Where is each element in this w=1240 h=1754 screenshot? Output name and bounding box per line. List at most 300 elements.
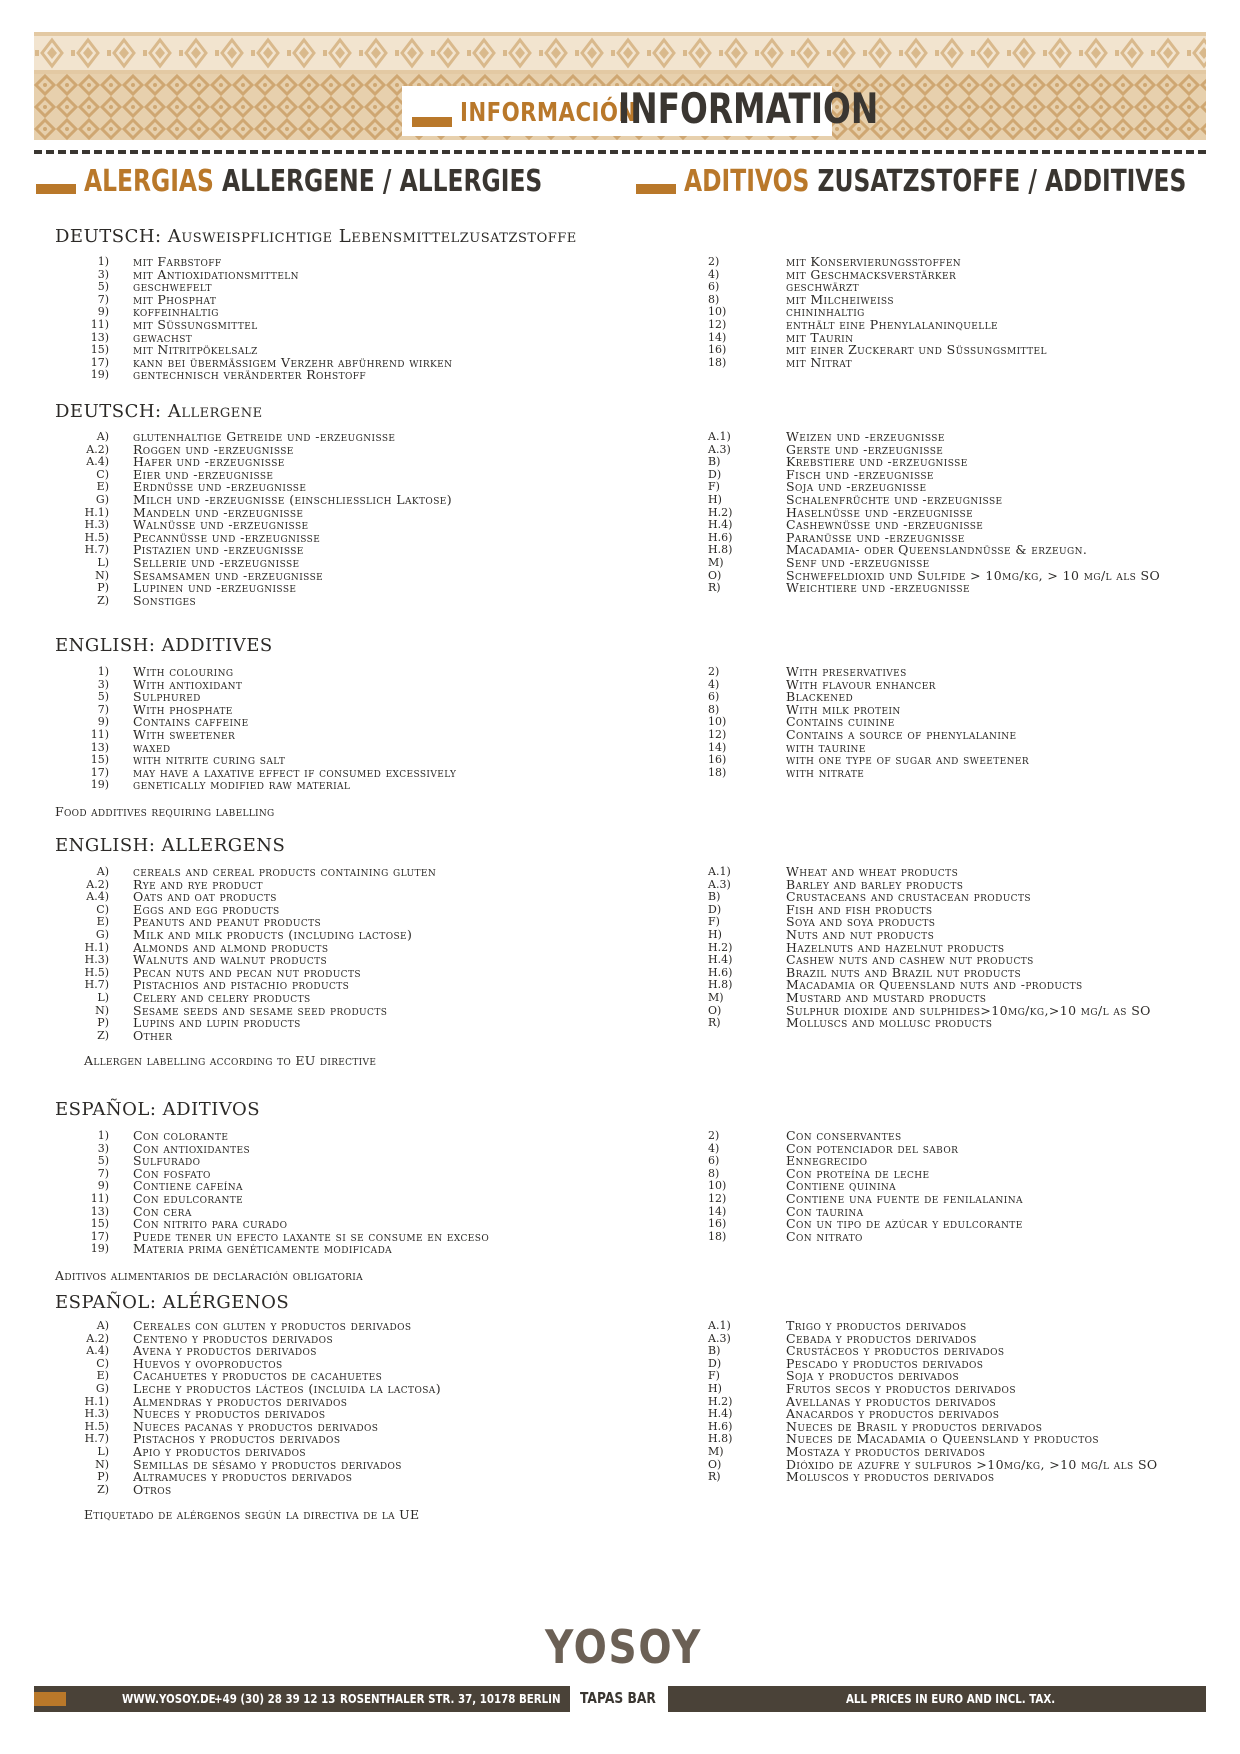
item-label: gewachst bbox=[133, 329, 193, 345]
item-code: H.3) bbox=[84, 518, 109, 532]
item-label: Contains a source of phenylalanine bbox=[786, 726, 1017, 742]
additives-heading-accent: ADITIVOS bbox=[684, 164, 810, 199]
item-label: Moluscos y productos derivados bbox=[786, 1469, 995, 1485]
item-code: 12) bbox=[708, 1191, 727, 1205]
item-label: Contains caffeine bbox=[133, 714, 249, 730]
item-label: Cereales con gluten y productos derivados bbox=[133, 1318, 412, 1333]
item-code: 9) bbox=[97, 305, 109, 319]
item-code: P) bbox=[97, 581, 109, 595]
item-code: 16) bbox=[708, 343, 727, 357]
item-label: With milk protein bbox=[786, 701, 901, 717]
item-label: Centeno y productos derivados bbox=[133, 1330, 334, 1346]
item-label: Con conservantes bbox=[786, 1128, 902, 1143]
item-label: Con potenciador del sabor bbox=[786, 1140, 959, 1156]
item-label: Anacardos y productos derivados bbox=[786, 1406, 1000, 1422]
item-label: Molluscs and mollusc products bbox=[786, 1015, 993, 1031]
item-label: Con fosfato bbox=[133, 1165, 211, 1181]
item-label: mit Taurin bbox=[786, 329, 854, 345]
item-code: E) bbox=[96, 480, 109, 494]
item-label: waxed bbox=[133, 739, 171, 755]
footer-tapas-plate bbox=[570, 1679, 668, 1719]
allergies-heading-accent: ALERGIAS bbox=[84, 164, 214, 199]
item-code: H.4) bbox=[708, 953, 733, 967]
item-label: Con edulcorante bbox=[133, 1190, 244, 1206]
item-label: Other bbox=[133, 1027, 173, 1043]
item-label: mit Phosphat bbox=[133, 291, 217, 307]
item-label: gentechnisch veränderter Rohstoff bbox=[133, 367, 367, 383]
item-code: H.2) bbox=[708, 940, 733, 954]
item-code: 16) bbox=[708, 1217, 727, 1231]
item-code: 2) bbox=[708, 1129, 720, 1142]
item-code: H.1) bbox=[84, 1394, 109, 1408]
item-code: A.1) bbox=[708, 430, 731, 443]
item-label: Semillas de sésamo y productos derivados bbox=[133, 1456, 402, 1472]
item-label: Weizen und -erzeugnisse bbox=[786, 429, 945, 444]
footer-tapas-label: TAPAS BAR bbox=[580, 1689, 656, 1707]
item-code: H.8) bbox=[708, 543, 733, 557]
item-label: Con proteína de leche bbox=[786, 1165, 930, 1181]
item-label: cereals and cereal products containing gluten bbox=[133, 864, 437, 879]
item-label: Mostaza y productos derivados bbox=[786, 1443, 986, 1459]
item-label: Huevos y ovoproductos bbox=[133, 1355, 283, 1371]
item-label: Pecannüsse und -erzeugnisse bbox=[133, 529, 321, 545]
item-code: A.1) bbox=[708, 1319, 731, 1332]
item-code: 8) bbox=[708, 1166, 720, 1180]
item-code: H.8) bbox=[708, 978, 733, 992]
en-additives-note: Food additives requiring labelling bbox=[55, 804, 275, 819]
item-code: 19) bbox=[90, 1242, 109, 1256]
item-label: may have a laxative effect if consumed excessively bbox=[133, 764, 457, 780]
en-allergens-note: Allergen labelling according to EU directive bbox=[84, 1053, 377, 1068]
item-label: mit Nitritpökelsalz bbox=[133, 342, 258, 358]
item-label: Fish and fish products bbox=[786, 901, 933, 917]
item-code: H.7) bbox=[84, 978, 109, 992]
item-label: Con un tipo de azúcar y edulcorante bbox=[786, 1216, 1023, 1232]
item-label: With flavour enhancer bbox=[786, 676, 936, 692]
item-code: A) bbox=[96, 865, 109, 878]
item-code: M) bbox=[708, 555, 724, 569]
item-label: Sellerie und -erzeugnisse bbox=[133, 554, 300, 570]
item-code: 1) bbox=[97, 665, 109, 678]
footer-website[interactable]: WWW.YOSOY.DE bbox=[122, 1691, 216, 1706]
item-code: B) bbox=[708, 455, 721, 469]
item-label: Almonds and almond products bbox=[133, 939, 329, 955]
item-code: H.5) bbox=[84, 965, 109, 979]
item-code: 10) bbox=[708, 1179, 727, 1193]
item-code: H.6) bbox=[708, 530, 733, 544]
item-code: M) bbox=[708, 990, 724, 1004]
item-code: L) bbox=[97, 990, 109, 1004]
item-label: kann bei übermässigem Verzehr abführend wirken bbox=[133, 354, 453, 370]
item-label: Pecan nuts and pecan nut products bbox=[133, 964, 361, 980]
item-label: Avena y productos derivados bbox=[133, 1343, 317, 1359]
item-label: Contiene una fuente de fenilalanina bbox=[786, 1190, 1023, 1206]
item-label: Eggs and egg products bbox=[133, 901, 280, 917]
item-code: 7) bbox=[97, 702, 109, 716]
footer-accent-bar bbox=[34, 1692, 66, 1706]
item-label: Cashew nuts and cashew nut products bbox=[786, 952, 1034, 968]
item-label: With sweetener bbox=[133, 726, 236, 742]
item-label: Sulphur dioxide and sulphides>10mg/kg,>10 mg/l as SO bbox=[786, 1002, 1151, 1018]
item-code: E) bbox=[96, 915, 109, 929]
title-accent-bar bbox=[412, 117, 452, 127]
item-label: Krebstiere und -erzeugnisse bbox=[786, 454, 968, 470]
item-code: H) bbox=[708, 1381, 722, 1395]
item-label: genetically modified raw material bbox=[133, 777, 351, 793]
item-code: A) bbox=[96, 1319, 109, 1332]
item-label: Con nitrato bbox=[786, 1228, 863, 1244]
item-label: Milch und -erzeugnisse (einschliesslich Laktose) bbox=[133, 491, 453, 507]
item-code: 18) bbox=[708, 1229, 727, 1243]
es-additives-note: Aditivos alimentarios de declaración obligatoria bbox=[55, 1268, 363, 1283]
item-label: mit Antioxidationsmitteln bbox=[133, 266, 299, 282]
item-code: P) bbox=[97, 1470, 109, 1484]
footer-prices-note: ALL PRICES IN EURO AND INCL. TAX. bbox=[846, 1691, 1056, 1706]
item-code: 3) bbox=[97, 677, 109, 691]
item-label: Oats and oat products bbox=[133, 889, 277, 905]
item-code: 10) bbox=[708, 715, 727, 729]
item-code: 3) bbox=[97, 1141, 109, 1155]
en-additives-title: ENGLISH: ADDITIVES bbox=[55, 635, 273, 656]
item-code: F) bbox=[708, 480, 720, 494]
item-label: Cashewnüsse und -erzeugnisse bbox=[786, 517, 984, 533]
item-code: 2) bbox=[708, 255, 720, 268]
item-label: Schwefeldioxid und Sulfide > 10mg/kg, > 10 mg/l als SO bbox=[786, 567, 1161, 583]
item-code: 9) bbox=[97, 715, 109, 729]
item-label: Ennegrecido bbox=[786, 1153, 868, 1169]
item-code: 15) bbox=[90, 1217, 109, 1231]
item-label: Wheat and wheat products bbox=[786, 864, 959, 879]
item-code: H.4) bbox=[708, 518, 733, 532]
yosoy-logo: YOSOY bbox=[545, 1620, 702, 1674]
item-code: 7) bbox=[97, 292, 109, 306]
item-label: Nueces de Macadamia o Queensland y productos bbox=[786, 1431, 1099, 1447]
item-code: 1) bbox=[97, 255, 109, 268]
item-code: 8) bbox=[708, 702, 720, 716]
item-label: with nitrate bbox=[786, 764, 865, 780]
item-code: A.2) bbox=[86, 442, 109, 456]
item-code: Z) bbox=[97, 593, 109, 607]
es-additives-title: ESPAÑOL: ADITIVOS bbox=[55, 1099, 261, 1120]
item-code: C) bbox=[96, 902, 109, 916]
item-code: 19) bbox=[90, 368, 109, 382]
item-code: O) bbox=[708, 1457, 722, 1471]
item-code: H.7) bbox=[84, 1432, 109, 1446]
item-label: Paranüsse und -erzeugnisse bbox=[786, 529, 965, 545]
item-code: L) bbox=[97, 1444, 109, 1458]
item-code: O) bbox=[708, 568, 722, 582]
item-code: 17) bbox=[90, 355, 109, 369]
item-label: With colouring bbox=[133, 664, 234, 679]
item-label: mit Farbstoff bbox=[133, 254, 222, 269]
item-label: Materia prima genéticamente modificada bbox=[133, 1241, 393, 1257]
page-title-es: INFORMACIÓN bbox=[460, 98, 637, 128]
de-additives-title: DEUTSCH: Ausweispflichtige Lebensmittelzusatzstoffe bbox=[55, 226, 577, 247]
item-label: Macadamia or Queensland nuts and -products bbox=[786, 977, 1083, 993]
item-label: Altramuces y productos derivados bbox=[133, 1469, 353, 1485]
item-label: With phosphate bbox=[133, 701, 233, 717]
item-code: H) bbox=[708, 927, 722, 941]
item-code: 1) bbox=[97, 1129, 109, 1142]
item-label: Con taurina bbox=[786, 1203, 864, 1219]
item-code: O) bbox=[708, 1003, 722, 1017]
dashed-divider bbox=[34, 150, 1206, 154]
item-label: Con cera bbox=[133, 1203, 192, 1219]
item-code: 9) bbox=[97, 1179, 109, 1193]
item-code: A.3) bbox=[708, 442, 731, 456]
item-code: 3) bbox=[97, 267, 109, 281]
item-label: Schalenfrüchte und -erzeugnisse bbox=[786, 491, 1003, 507]
item-code: 18) bbox=[708, 355, 727, 369]
item-code: A.4) bbox=[86, 890, 109, 904]
item-label: Senf und -erzeugnisse bbox=[786, 554, 930, 570]
item-label: Nuts and nut products bbox=[786, 926, 935, 942]
item-code: R) bbox=[708, 1016, 721, 1030]
item-label: Pistachos y productos derivados bbox=[133, 1431, 341, 1447]
item-code: 18) bbox=[708, 765, 727, 779]
item-label: Rye and rye product bbox=[133, 876, 263, 892]
item-label: with one type of sugar and sweetener bbox=[786, 752, 1030, 768]
item-label: Walnüsse und -erzeugnisse bbox=[133, 517, 309, 533]
item-code: 12) bbox=[708, 317, 727, 331]
item-label: mit Nitrat bbox=[786, 354, 853, 370]
item-code: C) bbox=[96, 1356, 109, 1370]
item-label: Nueces pacanas y productos derivados bbox=[133, 1418, 379, 1434]
item-label: Mandeln und -erzeugnisse bbox=[133, 504, 304, 520]
item-code: N) bbox=[95, 1457, 109, 1471]
item-code: H.2) bbox=[708, 505, 733, 519]
item-code: A.3) bbox=[708, 877, 731, 891]
item-code: 5) bbox=[97, 1154, 109, 1168]
item-label: Gerste und -erzeugnisse bbox=[786, 441, 944, 457]
ornament-pattern-top bbox=[34, 32, 1206, 74]
item-code: 5) bbox=[97, 690, 109, 704]
item-label: Leche y productos lácteos (incluida la lactosa) bbox=[133, 1380, 441, 1396]
page-title-en: INFORMATION bbox=[618, 84, 879, 133]
item-code: N) bbox=[95, 1003, 109, 1017]
item-code: 13) bbox=[90, 1204, 109, 1218]
item-label: Cebada y productos derivados bbox=[786, 1330, 977, 1346]
item-label: Contiene quinina bbox=[786, 1178, 897, 1194]
item-label: Erdnüsse und -erzeugnisse bbox=[133, 479, 307, 495]
item-code: 6) bbox=[708, 280, 720, 294]
item-label: Soja y productos derivados bbox=[786, 1368, 960, 1384]
item-label: Pistazien und -erzeugnisse bbox=[133, 542, 304, 558]
item-code: L) bbox=[97, 555, 109, 569]
item-code: D) bbox=[708, 902, 722, 916]
item-label: Weichtiere und -erzeugnisse bbox=[786, 580, 970, 596]
item-code: A.2) bbox=[86, 1331, 109, 1345]
item-code: 15) bbox=[90, 343, 109, 357]
item-code: A.4) bbox=[86, 455, 109, 469]
item-label: Sulphured bbox=[133, 689, 201, 705]
item-label: Contains cuinine bbox=[786, 714, 895, 730]
item-code: 2) bbox=[708, 665, 720, 678]
additives-accent-bar bbox=[636, 184, 676, 194]
item-label: Con antioxidantes bbox=[133, 1140, 251, 1156]
item-code: 15) bbox=[90, 753, 109, 767]
item-label: Avellanas y productos derivados bbox=[786, 1393, 997, 1409]
item-code: M) bbox=[708, 1444, 724, 1458]
item-code: 14) bbox=[708, 330, 727, 344]
item-label: Pistachios and pistachio products bbox=[133, 977, 350, 993]
additives-heading-text: ZUSATZSTOFFE / ADDITIVES bbox=[817, 164, 1187, 199]
item-code: 13) bbox=[90, 740, 109, 754]
item-code: H.4) bbox=[708, 1407, 733, 1421]
item-label: mit Milcheiweiss bbox=[786, 291, 894, 307]
item-label: Puede tener un efecto laxante si se consume en exceso bbox=[133, 1228, 490, 1244]
item-code: H.5) bbox=[84, 530, 109, 544]
item-code: H.6) bbox=[708, 1419, 733, 1433]
item-code: D) bbox=[708, 1356, 722, 1370]
item-label: chininhaltig bbox=[786, 304, 865, 320]
item-label: Fisch und -erzeugnisse bbox=[786, 466, 934, 482]
item-label: With antioxidant bbox=[133, 676, 243, 692]
item-label: Soja und -erzeugnisse bbox=[786, 479, 927, 495]
item-label: Walnuts and walnut products bbox=[133, 952, 328, 968]
item-code: 12) bbox=[708, 727, 727, 741]
item-label: geschwefelt bbox=[133, 279, 212, 295]
item-code: H.7) bbox=[84, 543, 109, 557]
item-code: 7) bbox=[97, 1166, 109, 1180]
item-code: 8) bbox=[708, 292, 720, 306]
item-label: with taurine bbox=[786, 739, 866, 755]
en-allergens-title: ENGLISH: ALLERGENS bbox=[55, 835, 286, 856]
item-label: Eier und -erzeugnisse bbox=[133, 466, 274, 482]
item-code: A.1) bbox=[708, 865, 731, 878]
item-label: Nueces y productos derivados bbox=[133, 1406, 326, 1422]
item-label: With preservatives bbox=[786, 664, 907, 679]
item-code: 16) bbox=[708, 753, 727, 767]
item-label: Apio y productos derivados bbox=[133, 1443, 306, 1459]
item-label: Almendras y productos derivados bbox=[133, 1393, 348, 1409]
item-code: H.6) bbox=[708, 965, 733, 979]
item-code: 14) bbox=[708, 740, 727, 754]
item-code: D) bbox=[708, 467, 722, 481]
item-label: Celery and celery products bbox=[133, 989, 311, 1005]
item-code: C) bbox=[96, 467, 109, 481]
item-label: Roggen und -erzeugnisse bbox=[133, 441, 294, 457]
item-code: Z) bbox=[97, 1482, 109, 1496]
item-label: Trigo y productos derivados bbox=[786, 1318, 967, 1333]
additives-heading bbox=[636, 164, 1206, 202]
item-label: with nitrite curing salt bbox=[133, 752, 286, 768]
item-label: Sesamsamen und -erzeugnisse bbox=[133, 567, 324, 583]
item-code: 14) bbox=[708, 1204, 727, 1218]
item-label: mit Geschmacksverstärker bbox=[786, 266, 957, 282]
item-code: 4) bbox=[708, 267, 720, 281]
item-label: koffeinhaltig bbox=[133, 304, 219, 320]
item-code: F) bbox=[708, 915, 720, 929]
item-label: Cacahuetes y productos de cacahuetes bbox=[133, 1368, 383, 1384]
item-label: Pescado y productos derivados bbox=[786, 1355, 984, 1371]
item-label: mit einer Zuckerart und Süssungsmittel bbox=[786, 342, 1047, 358]
item-code: 4) bbox=[708, 1141, 720, 1155]
item-code: 6) bbox=[708, 690, 720, 704]
item-label: Haselnüsse und -erzeugnisse bbox=[786, 504, 974, 520]
de-allergens-title: DEUTSCH: Allergene bbox=[55, 401, 263, 422]
item-label: Soya and soya products bbox=[786, 914, 936, 930]
item-code: 4) bbox=[708, 677, 720, 691]
item-label: Lupins and lupin products bbox=[133, 1015, 301, 1031]
item-label: geschwärzt bbox=[786, 279, 859, 295]
item-label: Blackened bbox=[786, 689, 854, 705]
item-code: G) bbox=[95, 927, 109, 941]
item-code: A) bbox=[96, 430, 109, 443]
item-code: H.3) bbox=[84, 1407, 109, 1421]
es-allergens-note: Etiquetado de alérgenos según la directiva de la UE bbox=[84, 1507, 420, 1522]
item-code: B) bbox=[708, 1344, 721, 1358]
item-label: Mustard and mustard products bbox=[786, 989, 987, 1005]
item-code: H.3) bbox=[84, 953, 109, 967]
item-code: H.2) bbox=[708, 1394, 733, 1408]
allergies-heading-text: ALLERGENE / ALLERGIES bbox=[222, 164, 543, 199]
item-code: 17) bbox=[90, 1229, 109, 1243]
item-code: E) bbox=[96, 1369, 109, 1383]
item-code: 6) bbox=[708, 1154, 720, 1168]
item-label: Peanuts and peanut products bbox=[133, 914, 322, 930]
item-code: P) bbox=[97, 1016, 109, 1030]
item-code: F) bbox=[708, 1369, 720, 1383]
item-label: Hafer und -erzeugnisse bbox=[133, 454, 285, 470]
item-label: Frutos secos y productos derivados bbox=[786, 1380, 1016, 1396]
item-code: H.1) bbox=[84, 505, 109, 519]
item-code: G) bbox=[95, 1381, 109, 1395]
item-code: 19) bbox=[90, 778, 109, 792]
item-label: Brazil nuts and Brazil nut products bbox=[786, 964, 1022, 980]
allergies-heading bbox=[34, 164, 594, 202]
item-label: Crustáceos y productos derivados bbox=[786, 1343, 1005, 1359]
item-label: mit Konservierungsstoffen bbox=[786, 254, 962, 269]
item-code: Z) bbox=[97, 1028, 109, 1042]
item-code: 11) bbox=[90, 727, 109, 741]
item-code: 10) bbox=[708, 305, 727, 319]
item-label: Con colorante bbox=[133, 1128, 229, 1143]
item-label: Milk and milk products (including lactose) bbox=[133, 926, 413, 942]
item-code: H.8) bbox=[708, 1432, 733, 1446]
item-label: Otros bbox=[133, 1481, 172, 1497]
item-label: Sulfurado bbox=[133, 1153, 201, 1169]
item-code: 13) bbox=[90, 330, 109, 344]
item-code: H.1) bbox=[84, 940, 109, 954]
item-code: N) bbox=[95, 568, 109, 582]
item-code: A.3) bbox=[708, 1331, 731, 1345]
item-label: mit Süssungsmittel bbox=[133, 316, 258, 332]
item-label: glutenhaltige Getreide und -erzeugnisse bbox=[133, 429, 396, 444]
item-label: Lupinen und -erzeugnisse bbox=[133, 580, 297, 596]
item-label: Nueces de Brasil y productos derivados bbox=[786, 1418, 1043, 1434]
item-code: 5) bbox=[97, 280, 109, 294]
item-label: Dióxido de azufre y sulfuros >10mg/kg, >10 mg/l als SO bbox=[786, 1456, 1158, 1472]
item-label: Macadamia- oder Queenslandnüsse & erzeugn. bbox=[786, 542, 1088, 558]
item-code: A.2) bbox=[86, 877, 109, 891]
allergies-accent-bar bbox=[36, 184, 76, 194]
item-code: R) bbox=[708, 581, 721, 595]
item-label: enthält eine Phenylalaninquelle bbox=[786, 316, 998, 332]
footer-phone[interactable]: +49 (30) 28 39 12 13 bbox=[214, 1691, 336, 1706]
item-label: Con nitrito para curado bbox=[133, 1216, 288, 1232]
item-code: R) bbox=[708, 1470, 721, 1484]
item-label: Sonstiges bbox=[133, 592, 197, 608]
item-code: B) bbox=[708, 890, 721, 904]
item-label: Crustaceans and crustacean products bbox=[786, 889, 1031, 905]
footer-address: ROSENTHALER STR. 37, 10178 BERLIN bbox=[340, 1691, 561, 1706]
item-label: Sesame seeds and sesame seed products bbox=[133, 1002, 388, 1018]
item-code: G) bbox=[95, 492, 109, 506]
es-allergens-title: ESPAÑOL: ALÉRGENOS bbox=[55, 1292, 290, 1313]
item-label: Hazelnuts and hazelnut products bbox=[786, 939, 1005, 955]
item-code: 11) bbox=[90, 317, 109, 331]
